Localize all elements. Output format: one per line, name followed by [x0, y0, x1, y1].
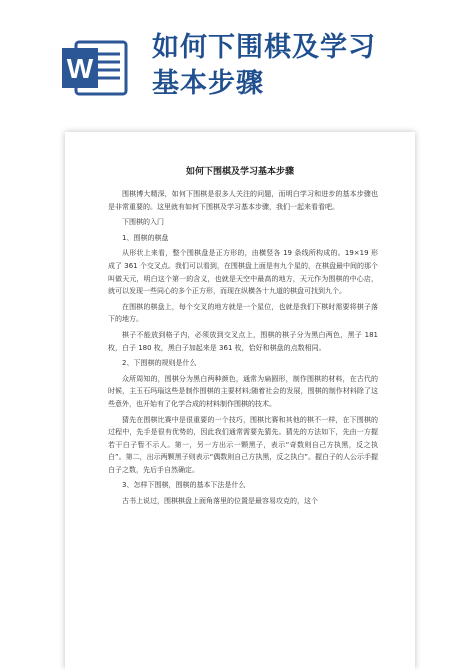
section-heading: 下围棋的入门	[122, 218, 164, 227]
section-heading: 3、怎样下围棋，围棋的基本下法是什么	[122, 481, 246, 490]
banner	[0, 0, 474, 130]
body-paragraph: 棋子不能放到格子内，必须放到交叉点上，围棋的棋子分为黑白两色，黑子 181 枚，白子 180 枚，黑白子加起来是 361 枚，恰好和棋盘的点数相同。	[108, 330, 378, 352]
word-icon-letter: W	[66, 53, 94, 84]
word-document-icon	[62, 40, 128, 96]
document-title: 如何下围棋及学习基本步骤	[185, 167, 294, 177]
section-heading: 2、下围棋的规则是什么	[122, 359, 197, 368]
document-body	[108, 188, 378, 511]
body-paragraph: 众所周知的，围棋分为黑白两种颜色，通常为扁圆形，制作围棋的材料，在古代的时候，主玉石玛瑙这些是制作围棋的主要材料;随着社会的发展，围棋的制作材料除了这些意外，也开始有了化学合成的材料制作围棋的技术。	[108, 374, 378, 408]
body-paragraph: 从形状上来看，整个围棋盘是正方形的，由横竖各 19 条线所构成的。19×19 形成了 361 个交叉点。我们可以看到，在围棋盘上面是有九个星的，在棋盘最中间的那个叫做天元，明白这个第一的含义，也就是天空中最高的地方，天元作为围棋的中心店，就可以发现一些同心的多个正方形，而现在纵横各十九道的棋盘可找到九个。	[108, 249, 378, 296]
body-paragraph: 猜先在围棋比赛中是很重要的一个技巧，围棋比赛和其他的棋不一样，在下围棋的过程中，先手是很有优势的，因此我们通常需要先猜先。猜先的方法如下，先由一方握若干白子暂不示人。第一，另一方出示一颗黑子，表示“奇数则自己方执黑，反之执白”。第二，出示两颗黑子则表示“偶数则自己方执黑，反之执白”。握白子的人公示手握白子之数，先后手自然确定。	[108, 415, 378, 474]
body-paragraph: 围棋博大精深，如何下围棋是很多人关注的问题，而明白学习和进步的基本步骤也是非常重要的。这里就有如何下围棋及学习基本步骤，我们一起来看看吧。	[108, 190, 378, 211]
banner-title-line1: 如何下围棋及学习	[152, 32, 376, 63]
section-heading: 1、围棋的棋盘	[122, 233, 169, 242]
body-paragraph: 在围棋的棋盘上，每个交叉的地方就是一个星位，也就是我们下棋时需要将棋子落下的地方。	[108, 302, 378, 324]
banner-title	[152, 30, 452, 102]
banner-title-line2: 基本步骤	[152, 68, 264, 99]
document-page	[65, 132, 415, 669]
body-paragraph: 古书上说过，围棋棋盘上面角落里的位置是最容易攻克的，这个	[122, 497, 318, 506]
